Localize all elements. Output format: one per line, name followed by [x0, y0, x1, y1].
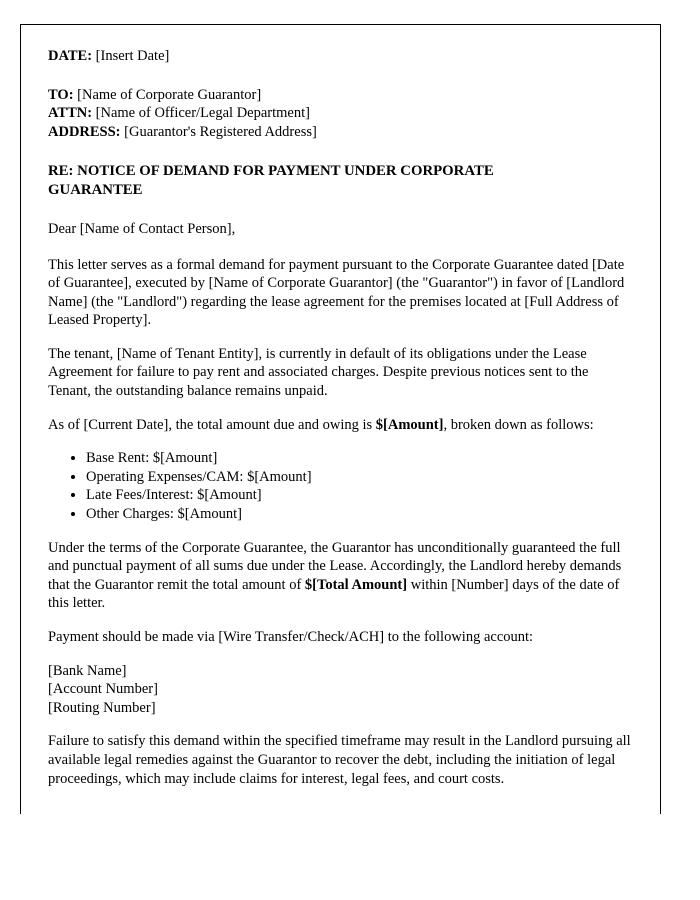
paragraph-demand-intro: This letter serves as a formal demand for payment pursuant to the Corporate Guarantee dated [Date of Guarantee], executed by [Name of Corporate Guarantor] (the "Guarantor") in favor of [Landlord Name] (the "Landlord") regarding the lease agreement for the premises located at [Full Address of Leased Property]. — [48, 256, 625, 329]
document-content — [48, 47, 633, 803]
list-item: • Base Rent: $[Amount] — [86, 449, 633, 468]
to-value: [Name of Corporate Guarantor] — [77, 86, 262, 103]
amount-due-post: , broken down as follows: — [443, 416, 594, 433]
guarantee-terms-post: within [Number] days of the date of this letter. — [48, 576, 620, 612]
guarantee-terms-pre: Under the terms of the Corporate Guarantee, the Guarantor has unconditionally guaranteed the full and punctual payment of all sums due under the Lease. Accordingly, the Landlord hereby demands that the Guarantor remit the total amount of — [48, 539, 622, 593]
address-label: ADDRESS: — [48, 123, 121, 140]
recipient-block — [48, 86, 633, 142]
to-row — [48, 86, 633, 105]
attn-row — [48, 104, 633, 123]
attn-value: [Name of Officer/Legal Department] — [95, 105, 310, 121]
subject-line: RE: NOTICE OF DEMAND FOR PAYMENT UNDER CORPORATE GUARANTEE — [48, 163, 494, 198]
salutation: Dear [Name of Contact Person], — [48, 221, 236, 237]
account-number-line: [Account Number] — [48, 681, 158, 698]
routing-number-line: [Routing Number] — [48, 699, 156, 716]
paragraph-consequences: Failure to satisfy this demand within the specified timeframe may result in the Landlord pursuing all available legal remedies against the Guarantor to recover the debt, including the initiation of legal proceedings, which may include claims for interest, legal fees, and court costs. — [48, 733, 631, 787]
total-amount-value: $[Total Amount] — [304, 576, 408, 593]
address-row — [48, 123, 633, 142]
date-row — [48, 47, 633, 66]
list-item: • Operating Expenses/CAM: $[Amount] — [86, 468, 633, 487]
to-label: TO: — [48, 86, 74, 103]
paragraph-guarantee-terms — [48, 539, 633, 613]
paragraph-amount-due — [48, 416, 633, 435]
paragraph-payment-method: Payment should be made via [Wire Transfer/Check/ACH] to the following account: — [48, 629, 534, 645]
amount-due-pre: As of [Current Date], the total amount due and owing is — [48, 416, 376, 433]
list-item: • Late Fees/Interest: $[Amount] — [86, 486, 633, 505]
paragraph-default: The tenant, [Name of Tenant Entity], is currently in default of its obligations under the Lease Agreement for failure to pay rent and associated charges. Despite previous notices sent to the Tenant, the outstanding balance remains unpaid. — [48, 345, 589, 400]
amount-due-value: $[Amount] — [375, 416, 444, 433]
bank-name-line: [Bank Name] — [48, 662, 127, 679]
address-value: [Guarantor's Registered Address] — [124, 123, 317, 140]
date-label: DATE: — [48, 48, 93, 64]
list-item: • Other Charges: $[Amount] — [86, 505, 633, 524]
charges-list — [48, 449, 633, 523]
date-value: [Insert Date] — [95, 48, 170, 64]
attn-label: ATTN: — [48, 105, 93, 121]
account-details — [48, 662, 633, 718]
